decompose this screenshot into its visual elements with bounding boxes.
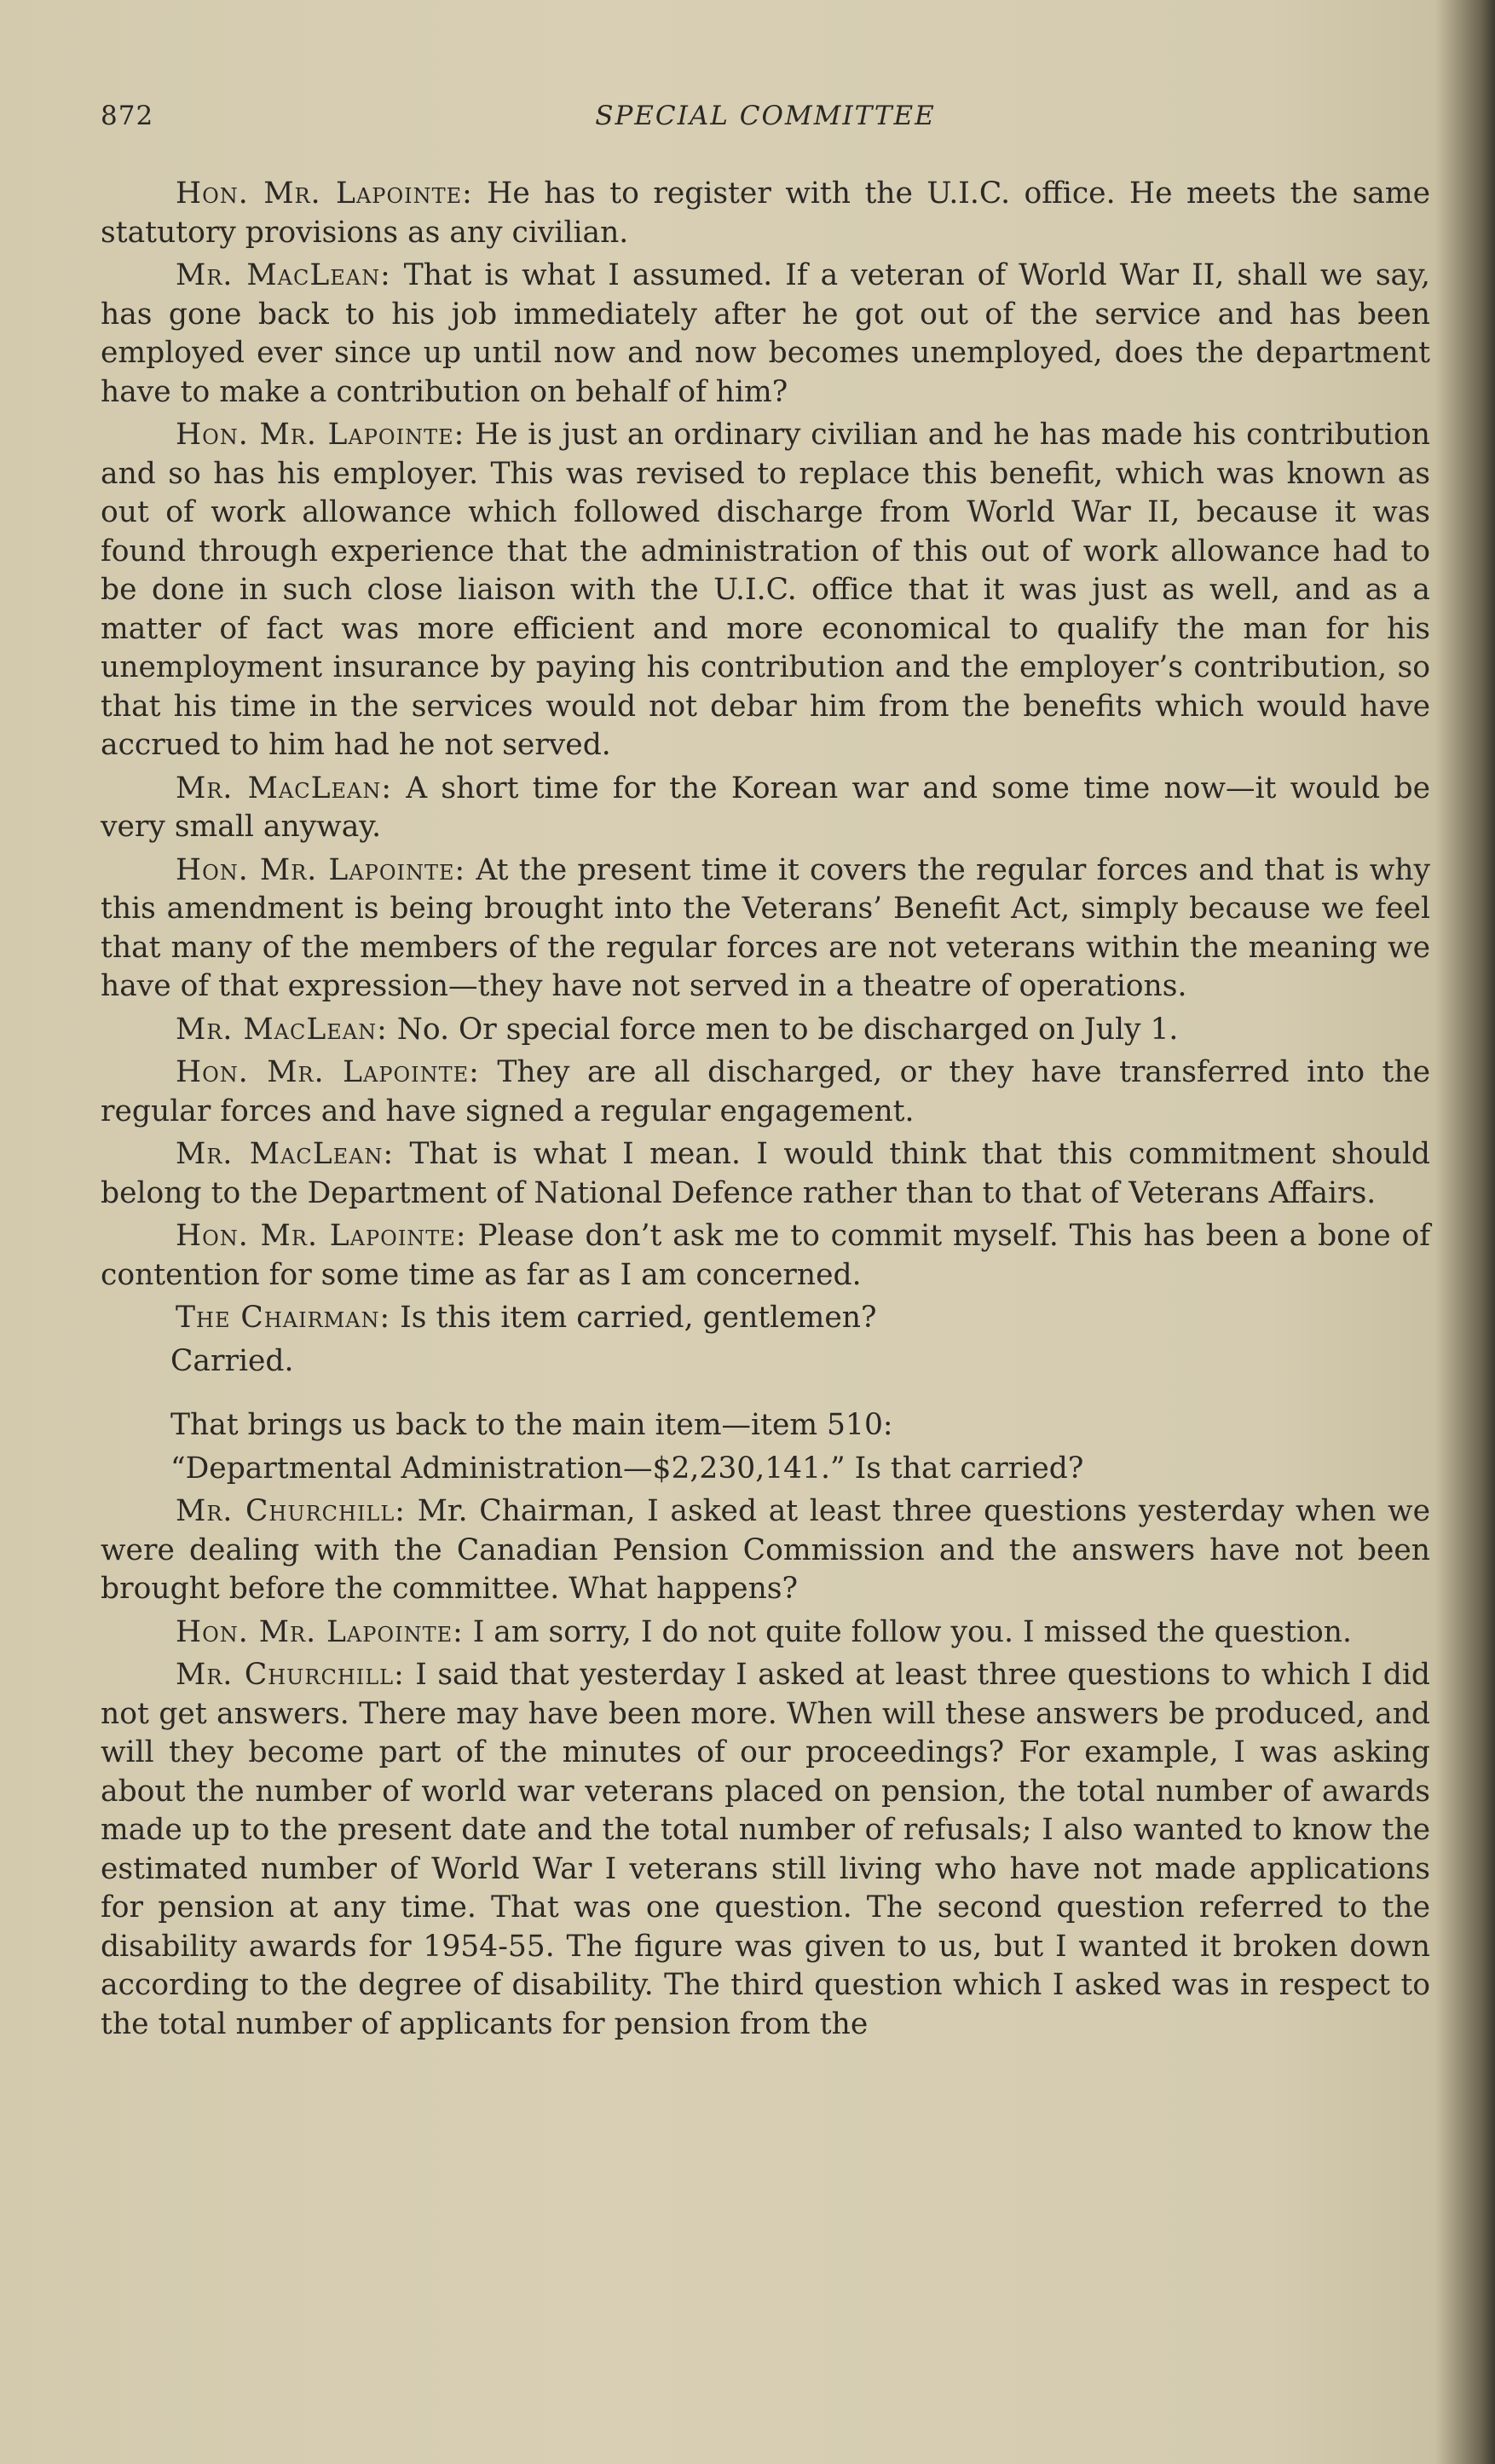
- paragraph-main-item: [101, 1406, 1430, 1446]
- paragraph-departmental-administration: [101, 1450, 1430, 1489]
- paragraph-text: He is just an ordinary civilian and he has made his contribution and so has his employer. This was revised to replace this benefit, which was known as out of work allowance which followed discharge from World War II, because it was found through experience that the administration of this out of work allowance had to be done in such close liaison with the U.I.C. office that it was just as well, and as a matter of fact was more efficient and more economical to qualify the man for his unemployment insurance by paying his contribution and the employer’s contribution, so that his time in the services would not debar him from the benefits which would have accrued to him had he not served.: [101, 418, 1430, 762]
- speaker-name: Hon. Mr. Lapointe:: [176, 852, 466, 887]
- paragraph-text: He has to register with the U.I.C. office. He meets the same statutory provisions as any civilian.: [101, 176, 1430, 250]
- speaker-name: Mr. MacLean:: [176, 258, 391, 292]
- paragraph-text: Mr. Chairman, I asked at least three questions yesterday when we were dealing with the Canadian Pension Commission and the answers have not been brought before the committee. What happens?: [101, 1494, 1430, 1606]
- paragraph-maclean-2: [101, 770, 1430, 847]
- paragraph-lapointe-3: [101, 851, 1430, 1007]
- speaker-name: Mr. Churchill:: [176, 1658, 405, 1692]
- paragraph-lapointe-4: [101, 1053, 1430, 1131]
- paragraph-lapointe-6: [101, 1613, 1430, 1653]
- paragraph-churchill-2: [101, 1656, 1430, 2044]
- paragraph-lapointe-5: [101, 1217, 1430, 1295]
- transcript-body: [101, 175, 1430, 2048]
- paragraph-text: They are all discharged, or they have transferred into the regular forces and have signed a regular engagement.: [101, 1055, 1430, 1128]
- paragraph-text: At the present time it covers the regular forces and that is why this amendment is being brought into the Veterans’ Benefit Act, simply because we feel that many of the members of the regular forces are not veterans within the meaning we have of that expression—they have not served in a theatre of operations.: [101, 852, 1430, 1003]
- page-number: 872: [101, 101, 154, 131]
- speaker-name: Mr. MacLean:: [176, 770, 392, 805]
- speaker-name: Hon. Mr. Lapointe:: [176, 1055, 480, 1089]
- paragraph-churchill-1: [101, 1492, 1430, 1609]
- paragraph-text: I said that yesterday I asked at least three questions to which I did not get answers. There may have been more. When will these answers be produced, and will they become part of the minutes of our proceedings? For example, I was asking about the number of world war veterans placed on pension, the total number of awards made up to the present date and the total number of refusals; I also wanted to know the estimated number of World War I veterans still living who have not made applications for pension at any time. That was one question. The second question referred to the disability awards for 1954-55. The figure was given to us, but I wanted it broken down according to the degree of disability. The third question which I asked was in respect to the total number of applicants for pension from the: [101, 1658, 1430, 2041]
- paragraph-carried: [101, 1342, 1430, 1382]
- paragraph-text: No. Or special force men to be discharged on July 1.: [396, 1012, 1179, 1047]
- paragraph-maclean-3: [101, 1011, 1430, 1050]
- paragraph-lapointe-2: [101, 416, 1430, 765]
- speaker-name: Mr. MacLean:: [176, 1137, 395, 1171]
- running-title: SPECIAL COMMITTEE: [595, 101, 936, 131]
- paragraph-text: “Departmental Administration—$2,230,141.” Is that carried?: [170, 1451, 1084, 1486]
- speaker-name: Mr. Churchill:: [176, 1494, 406, 1528]
- paragraph-text: Is this item carried, gentlemen?: [400, 1301, 877, 1335]
- paragraph-text: That is what I mean. I would think that this commitment should belong to the Department of National Defence rather than to that of Veterans Affairs.: [101, 1137, 1430, 1210]
- paragraph-chairman-1: [101, 1299, 1430, 1338]
- paragraph-text: Carried.: [170, 1343, 294, 1378]
- speaker-name: The Chairman:: [176, 1301, 391, 1335]
- speaker-name: Hon. Mr. Lapointe:: [176, 176, 473, 211]
- page-header: [101, 101, 1430, 143]
- paragraph-maclean-1: [101, 257, 1430, 412]
- speaker-name: Hon. Mr. Lapointe:: [176, 1614, 464, 1649]
- speaker-name: Mr. MacLean:: [176, 1012, 388, 1047]
- paragraph-lapointe-1: [101, 175, 1430, 252]
- paragraph-text: I am sorry, I do not quite follow you. I missed the question.: [472, 1614, 1352, 1649]
- speaker-name: Hon. Mr. Lapointe:: [176, 1219, 467, 1253]
- paragraph-text: Please don’t ask me to commit myself. This has been a bone of contention for some time as far as I am concerned.: [101, 1219, 1431, 1292]
- paragraph-text: That brings us back to the main item—item 510:: [170, 1408, 893, 1442]
- speaker-name: Hon. Mr. Lapointe:: [176, 418, 465, 452]
- paragraph-maclean-4: [101, 1135, 1430, 1213]
- paragraph-text: That is what I assumed. If a veteran of World War II, shall we say, has gone back to his job immediately after he got out of the service and has been employed ever since up until now and now becomes unemployed, does the department have to make a contribution on behalf of him?: [101, 258, 1430, 409]
- paragraph-text: A short time for the Korean war and some time now—it would be very small anyway.: [101, 770, 1430, 844]
